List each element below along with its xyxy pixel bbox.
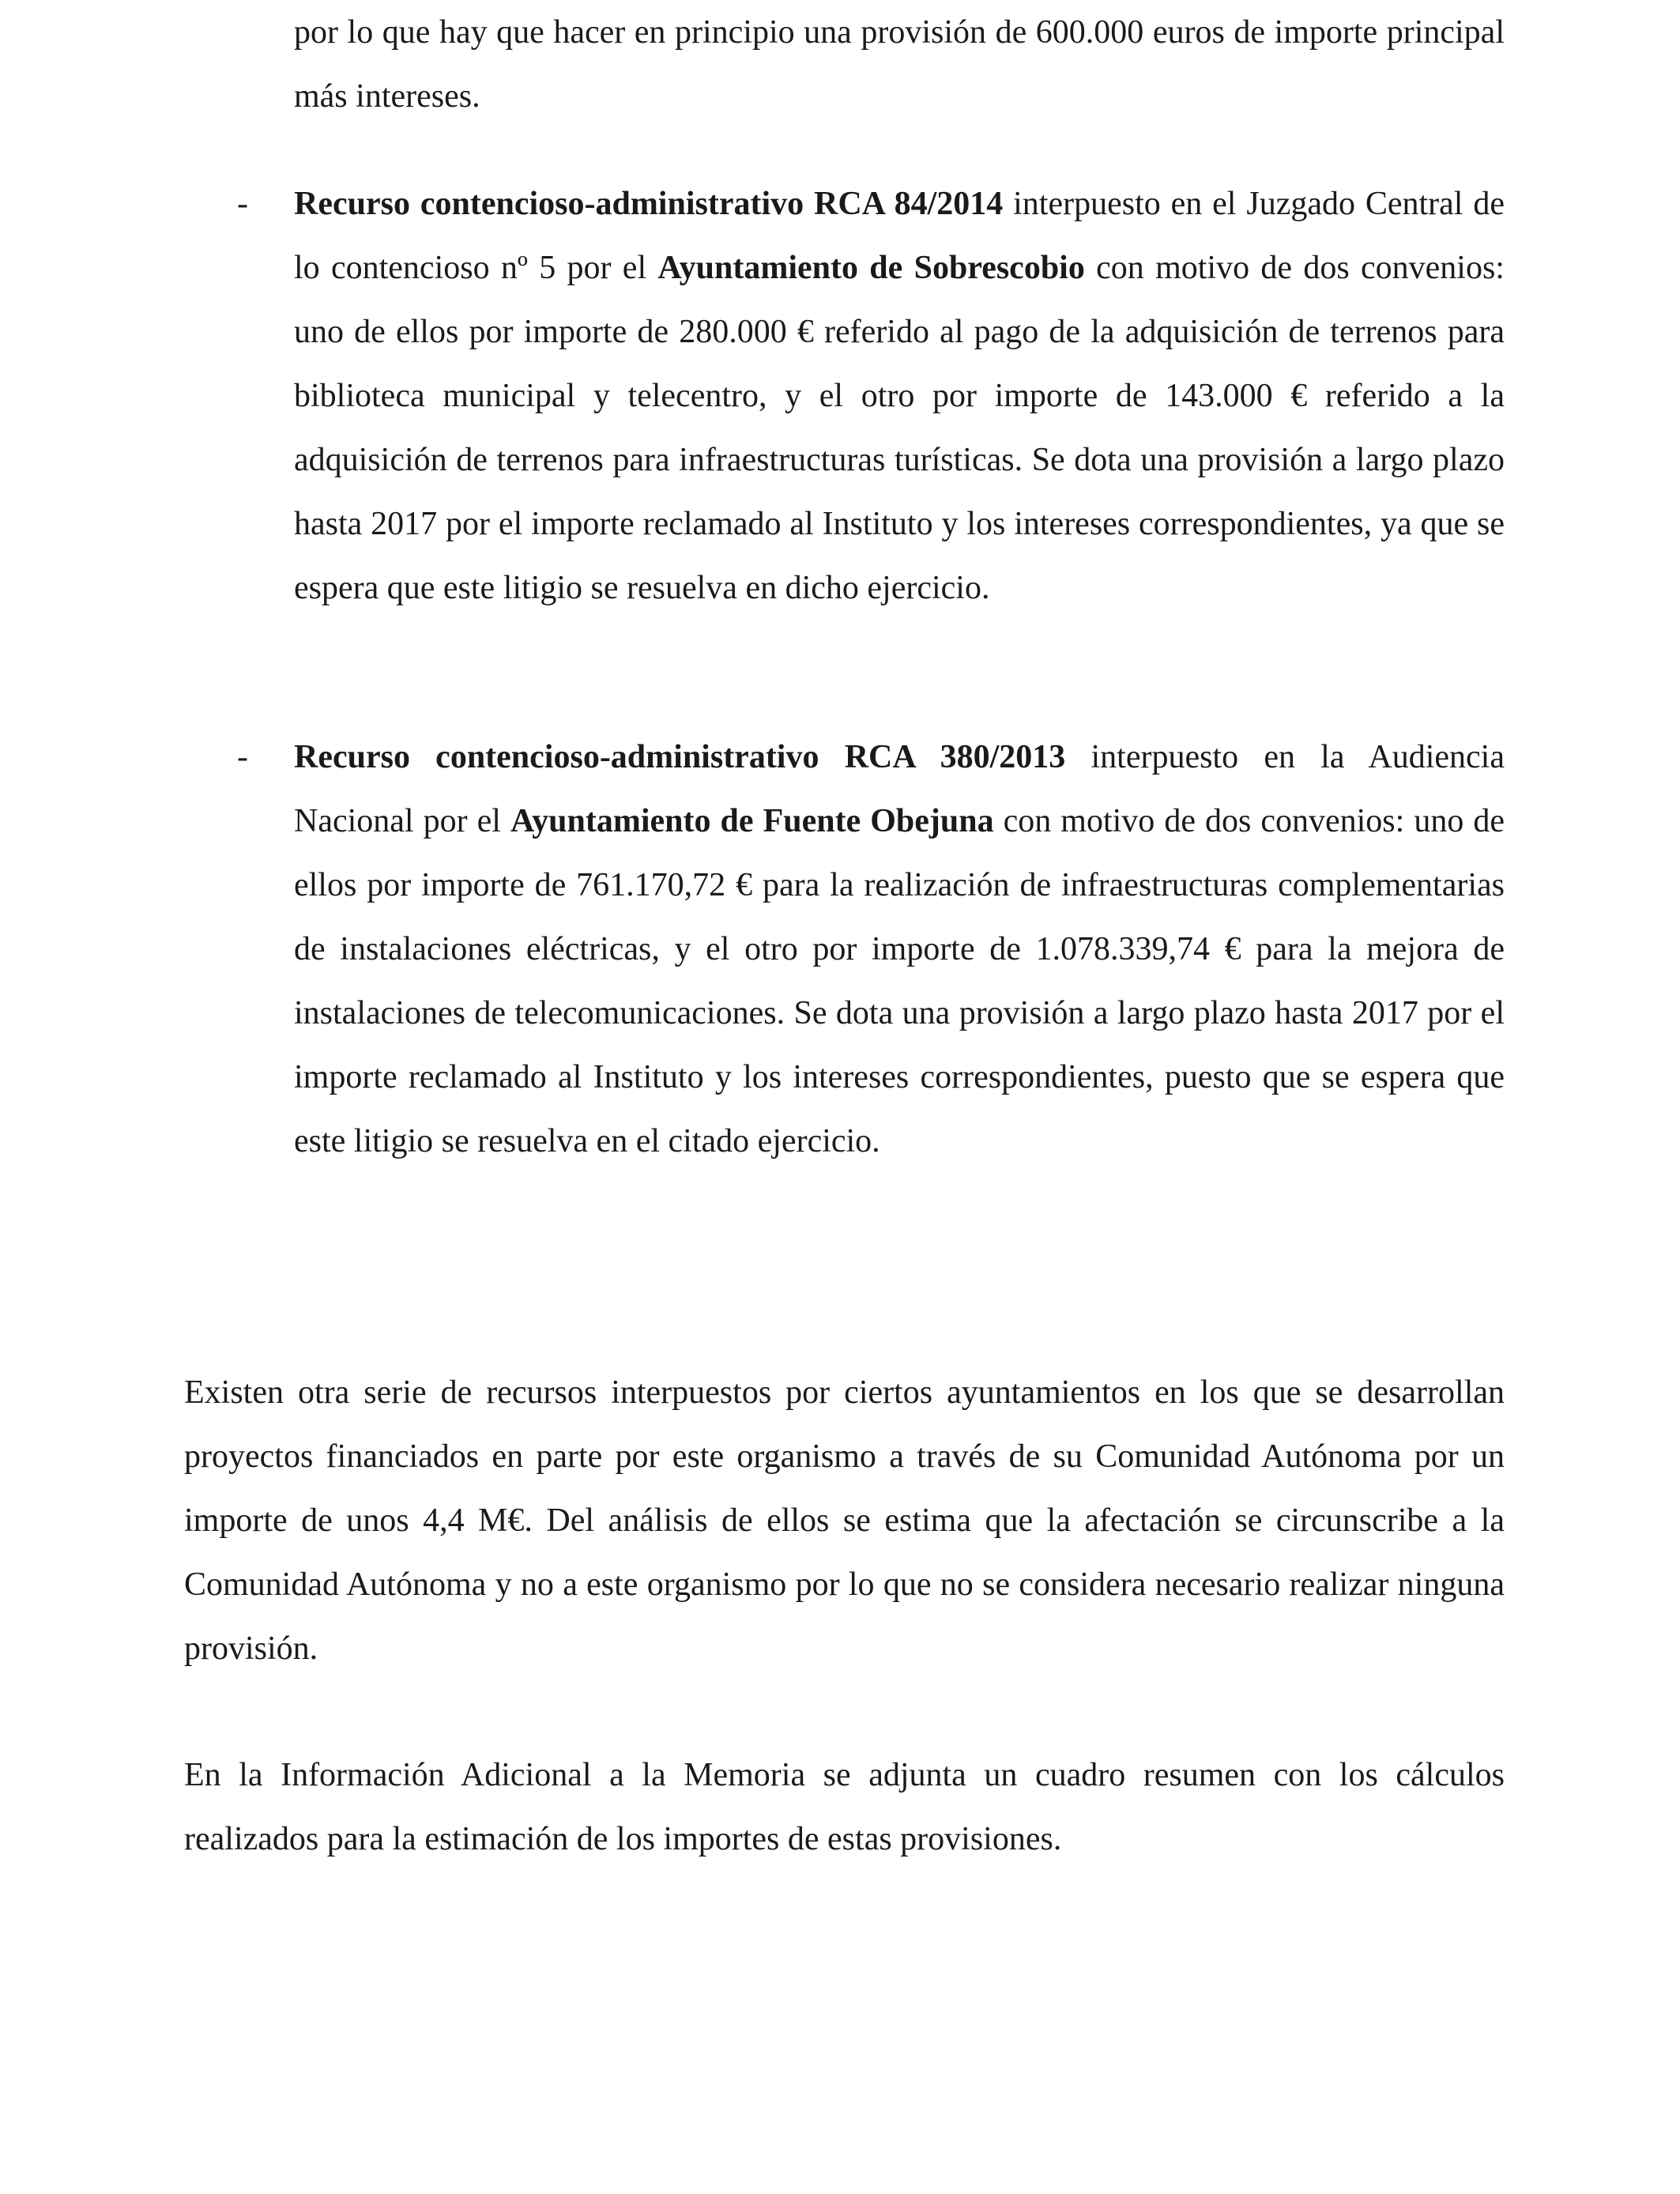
item-text: con motivo de dos convenios: uno de ellos por importe de 761.170,72 € para la realización de infraestructuras complementarias de instalaciones eléctricas, y el otro por importe de 1.078.339,74 € para la mejora de instalaciones de telecomunicaciones. Se dota una provisión a largo plazo hasta 2017 por el importe reclamado al Instituto y los intereses correspondientes, puesto que se espera que este litigio se resuelva en el citado ejercicio. bbox=[294, 803, 1505, 1159]
entity-name: Ayuntamiento de Sobrescobio bbox=[657, 250, 1085, 286]
item-text: interpuesto en la Audiencia Nacional por el bbox=[294, 739, 1505, 839]
paragraph-additional-info: En la Información Adicional a la Memoria se adjunta un cuadro resumen con los cálculos realizados para la estimación de los importes de estas provisiones. bbox=[184, 1757, 1505, 1857]
list-bullet: - bbox=[237, 739, 248, 775]
list-item-rca-84-2014 bbox=[294, 172, 1505, 620]
case-reference: Recurso contencioso-administrativo RCA 380/2013 bbox=[294, 739, 1066, 775]
list-item-rca-380-2013 bbox=[294, 726, 1505, 1174]
item-text: con motivo de dos convenios: uno de ellos por importe de 280.000 € referido al pago de la adquisición de terrenos para biblioteca municipal y telecentro, y el otro por importe de 143.000 € referido a la adquisición de terrenos para infraestructuras turísticas. Se dota una provisión a largo plazo hasta 2017 por el importe reclamado al Instituto y los intereses correspondientes, ya que se espera que este litigio se resuelva en dicho ejercicio. bbox=[294, 250, 1505, 606]
case-reference: Recurso contencioso-administrativo RCA 84/2014 bbox=[294, 186, 1004, 222]
list-bullet: - bbox=[237, 186, 248, 222]
item-text: interpuesto en el Juzgado Central de lo contencioso nº 5 por el bbox=[294, 186, 1505, 286]
entity-name: Ayuntamiento de Fuente Obejuna bbox=[510, 803, 994, 839]
intro-paragraph: por lo que hay que hacer en principio una provisión de 600.000 euros de importe principal más intereses. bbox=[294, 14, 1505, 115]
paragraph-other-appeals: Existen otra serie de recursos interpuestos por ciertos ayuntamientos en los que se desarrollan proyectos financiados en parte por este organismo a través de su Comunidad Autónoma por un importe de unos 4,4 M€. Del análisis de ellos se estima que la afectación se circunscribe a la Comunidad Autónoma y no a este organismo por lo que no se considera necesario realizar ninguna provisión. bbox=[184, 1374, 1505, 1667]
